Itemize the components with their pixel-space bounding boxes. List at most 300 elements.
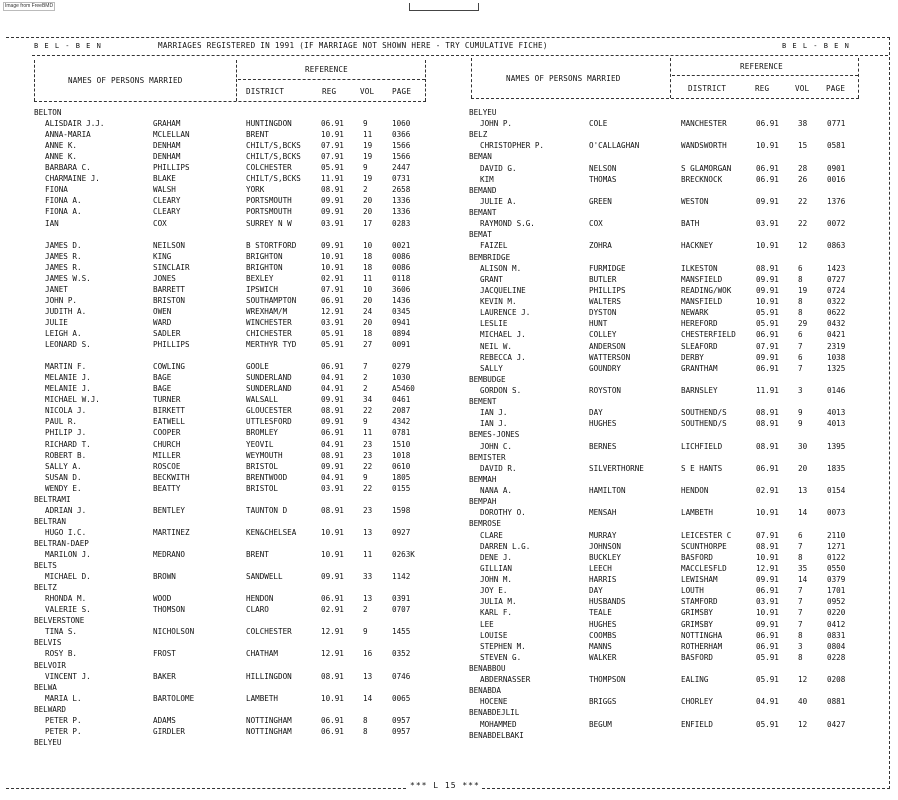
right-reg-header: REG [755, 84, 770, 93]
forename: JOY E. [480, 586, 508, 596]
forename: JULIE [45, 317, 68, 327]
left-page-header: PAGE [392, 87, 412, 96]
forename: JAMES R. [45, 251, 82, 261]
volume: 7 [798, 586, 803, 596]
volume: 12 [798, 675, 808, 685]
district: NEWARK [681, 308, 709, 318]
spouse-surname: BAGE [153, 373, 172, 383]
surname-text: BEMANT [469, 208, 497, 218]
left-vol-header: VOL [360, 87, 375, 96]
volume: 8 [798, 552, 803, 562]
reg-quarter: 06.91 [321, 594, 344, 604]
reg-quarter: 05.91 [321, 329, 344, 338]
page-number: 0154 [827, 486, 846, 496]
forename: MICHAEL W.J. [45, 395, 100, 405]
district: HILLINGDON [246, 671, 292, 681]
surname-text: BENABDELBAKI [469, 730, 524, 740]
spouse-surname: ADAMS [153, 715, 176, 725]
page-number: 1336 [392, 207, 411, 217]
right-reference-header: REFERENCE [740, 62, 783, 71]
district: GRIMSBY [681, 619, 714, 629]
forename: PETER P. [45, 715, 82, 725]
volume: 14 [798, 575, 808, 585]
forename: MARIA L. [45, 693, 82, 703]
spouse-surname: CLEARY [153, 207, 181, 217]
reg-quarter: 04.91 [321, 373, 344, 383]
district: MANCHESTER [681, 119, 727, 129]
spouse-surname: ROYSTON [589, 386, 622, 395]
forename: GORDON S. [480, 386, 522, 395]
page-number: 0952 [827, 597, 846, 607]
title-rule [32, 55, 888, 56]
volume: 7 [798, 619, 803, 629]
district: WEYMOUTH [246, 450, 283, 460]
surname-text: BEMROSE [469, 519, 502, 529]
surname-text: BELWARD [34, 704, 67, 714]
forename: JOHN M. [480, 575, 513, 585]
volume: 7 [798, 608, 803, 618]
forename: REBECCA J. [480, 352, 526, 362]
volume: 2 [363, 384, 368, 394]
reg-quarter: 03.91 [321, 218, 344, 228]
surname-text: BELYEU [469, 108, 497, 117]
surname-text: BEMBUDGE [469, 374, 506, 384]
volume: 15 [798, 141, 808, 151]
page-number: 0622 [827, 308, 846, 318]
page-number: 1030 [392, 373, 411, 383]
forename: GRANT [480, 274, 503, 284]
volume: 12 [798, 241, 808, 251]
spouse-surname: MENSAH [589, 508, 617, 518]
district: MERTHYR TYD [246, 340, 297, 350]
page-number: 2658 [392, 185, 411, 195]
reg-quarter: 10.91 [321, 130, 344, 140]
surname-text: BELWA [34, 682, 57, 692]
volume: 13 [363, 594, 373, 604]
forename: ROBERT B. [45, 450, 87, 460]
reg-quarter: 12.91 [321, 306, 344, 316]
page-number: 0894 [392, 329, 411, 338]
reg-quarter: 06.91 [756, 363, 779, 373]
volume: 20 [363, 317, 373, 327]
spouse-surname: ZOHRA [589, 241, 612, 251]
spouse-surname: GRAHAM [153, 119, 181, 129]
reg-quarter: 09.91 [756, 619, 779, 629]
volume: 27 [363, 340, 373, 350]
district: CHESTERFIELD [681, 330, 736, 340]
surname-text: BELVOIR [34, 660, 67, 670]
volume: 6 [798, 530, 803, 540]
volume: 9 [363, 417, 368, 427]
volume: 23 [363, 439, 373, 449]
forename: IAN [45, 218, 59, 228]
district: ENFIELD [681, 719, 714, 729]
forename: KARL F. [480, 608, 513, 618]
page-number: 1598 [392, 505, 411, 515]
spouse-surname: THOMPSON [589, 675, 626, 685]
spouse-surname: MANNS [589, 641, 612, 651]
forename: JANET [45, 284, 68, 294]
forename: CHRISTOPHER P. [480, 141, 545, 151]
forename: SALLY [480, 363, 503, 373]
right-header-rule [471, 98, 859, 99]
page-number: 0781 [392, 428, 411, 438]
reg-quarter: 05.91 [756, 652, 779, 662]
spouse-surname: OWEN [153, 306, 172, 316]
district: EALING [681, 675, 709, 685]
forename: ANNA-MARIA [45, 130, 91, 140]
reg-quarter: 03.91 [756, 597, 779, 607]
spouse-surname: THOMAS [589, 174, 617, 184]
page-number: 1436 [392, 295, 411, 305]
right-district-header: DISTRICT [688, 84, 727, 93]
right-ref-rule [672, 75, 858, 76]
spouse-surname: FROST [153, 649, 176, 659]
district: CHILT/S,BCKS [246, 152, 301, 162]
spouse-surname: GOUNDRY [589, 363, 622, 373]
page-number: 0146 [827, 386, 846, 395]
left-reference-header: REFERENCE [305, 65, 348, 74]
reg-quarter: 08.91 [756, 263, 779, 273]
district: NOTTINGHA [681, 630, 723, 640]
surname-text: BELTRAN-DAEP [34, 538, 89, 548]
forename: FAIZEL [480, 241, 508, 251]
district: SCUNTHORPE [681, 541, 727, 551]
spouse-surname: BAGE [153, 384, 172, 394]
page-number: 1325 [827, 363, 846, 373]
forename: LEE [480, 619, 494, 629]
page-number: 0220 [827, 608, 846, 618]
forename: JULIE A. [480, 196, 517, 206]
page-number: 0610 [392, 461, 411, 471]
page-number: 0831 [827, 630, 846, 640]
volume: 19 [363, 174, 373, 184]
spouse-surname: NEILSON [153, 240, 186, 250]
forename: RICHARD T. [45, 439, 91, 449]
page-number: 0073 [827, 508, 846, 518]
spouse-surname: BARRETT [153, 284, 186, 294]
district: WANDSWORTH [681, 141, 727, 151]
page-number: 4013 [827, 419, 846, 429]
district: BRECKNOCK [681, 174, 723, 184]
forename: MICHAEL J. [480, 330, 526, 340]
reg-quarter: 09.91 [756, 352, 779, 362]
page-number: 0352 [392, 649, 411, 659]
volume: 18 [363, 262, 373, 272]
reg-quarter: 06.91 [321, 119, 344, 129]
district: PORTSMOUTH [246, 207, 292, 217]
volume: 13 [363, 671, 373, 681]
surname-text: BENABDEJLIL [469, 708, 520, 718]
reg-quarter: 07.91 [321, 141, 344, 151]
volume: 22 [363, 483, 373, 493]
page-number: 2087 [392, 406, 411, 416]
volume: 7 [363, 362, 368, 372]
spouse-surname: BENTLEY [153, 505, 186, 515]
district: SOUTHEND/S [681, 419, 727, 429]
reg-quarter: 06.91 [756, 641, 779, 651]
forename: DOROTHY O. [480, 508, 526, 518]
volume: 11 [363, 130, 373, 140]
page-number: 2447 [392, 163, 411, 173]
surname-text: BENABDA [469, 686, 502, 696]
reg-quarter: 08.91 [321, 406, 344, 416]
reg-quarter: 05.91 [756, 319, 779, 329]
page-number: 4342 [392, 417, 411, 427]
district: YEOVIL [246, 439, 274, 449]
forename: PETER P. [45, 726, 82, 736]
forename: JOHN P. [45, 295, 78, 305]
reg-quarter: 10.91 [756, 508, 779, 518]
forename: SALLY A. [45, 461, 82, 471]
page-number: 0345 [392, 306, 411, 316]
district: WREXHAM/M [246, 306, 288, 316]
district: LOUTH [681, 586, 704, 596]
forename: HUGO I.C. [45, 527, 87, 537]
reg-quarter: 06.91 [756, 630, 779, 640]
spouse-surname: ANDERSON [589, 341, 626, 351]
volume: 20 [363, 295, 373, 305]
district: COLCHESTER [246, 163, 292, 173]
spouse-surname: BIRKETT [153, 406, 186, 416]
spouse-surname: COX [589, 219, 603, 229]
forename: MARTIN F. [45, 362, 87, 372]
reg-quarter: 07.91 [321, 152, 344, 162]
spouse-surname: WOOD [153, 594, 172, 604]
volume: 40 [798, 697, 808, 707]
reg-quarter: 05.91 [321, 163, 344, 173]
forename: NICOLA J. [45, 406, 87, 416]
reg-quarter: 08.91 [321, 505, 344, 515]
reg-quarter: 08.91 [321, 450, 344, 460]
spouse-surname: BUTLER [589, 274, 617, 284]
district: TAUNTON D [246, 505, 288, 515]
page-number: 1701 [827, 586, 846, 596]
spouse-surname: KING [153, 251, 172, 261]
district: SOUTHAMPTON [246, 295, 297, 305]
page-number: A5460 [392, 384, 415, 394]
district: MANSFIELD [681, 274, 723, 284]
page-number: 0746 [392, 671, 411, 681]
page-number: 0724 [827, 285, 846, 295]
volume: 10 [363, 240, 373, 250]
spouse-surname: GIRDLER [153, 726, 186, 736]
forename: HOCENE [480, 697, 508, 707]
forename: DAVID G. [480, 163, 517, 173]
forename: JULIA M. [480, 597, 517, 607]
forename: IAN J. [480, 419, 508, 429]
spouse-surname: PHILLIPS [153, 163, 190, 173]
page-number: 0432 [827, 319, 846, 329]
forename: LEIGH A. [45, 329, 82, 338]
district: BASFORD [681, 552, 714, 562]
volume: 11 [363, 428, 373, 438]
volume: 3 [798, 641, 803, 651]
surname-text: BEMAN [469, 152, 492, 162]
page-number: 0881 [827, 697, 846, 707]
page-number: 0731 [392, 174, 411, 184]
forename: PAUL R. [45, 417, 78, 427]
page-number: 0957 [392, 715, 411, 725]
district: HUNTINGDON [246, 119, 292, 129]
district: ROTHERHAM [681, 641, 723, 651]
reg-quarter: 08.91 [756, 408, 779, 418]
volume: 18 [363, 251, 373, 261]
forename: FIONA A. [45, 207, 82, 217]
forename: IAN J. [480, 408, 508, 418]
forename: CHARMAINE J. [45, 174, 100, 184]
forename: LESLIE [480, 319, 508, 329]
spouse-surname: COOMBS [589, 630, 617, 640]
volume: 7 [798, 597, 803, 607]
spouse-surname: DENHAM [153, 152, 181, 162]
spouse-surname: COLLEY [589, 330, 617, 340]
reg-quarter: 11.91 [321, 174, 344, 184]
right-sep-1 [670, 58, 671, 98]
district: STAMFORD [681, 597, 718, 607]
forename: TINA S. [45, 627, 78, 637]
spouse-surname: NICHOLSON [153, 627, 195, 637]
volume: 20 [363, 207, 373, 217]
reg-quarter: 04.91 [321, 384, 344, 394]
spouse-surname: COOPER [153, 428, 181, 438]
district: LEWISHAM [681, 575, 718, 585]
forename: VINCENT J. [45, 671, 91, 681]
district: S GLAMORGAN [681, 163, 732, 173]
reg-quarter: 09.91 [321, 461, 344, 471]
reg-quarter: 06.91 [756, 330, 779, 340]
spouse-surname: HUGHES [589, 619, 617, 629]
left-sep-2 [425, 60, 426, 101]
volume: 8 [798, 308, 803, 318]
district: SUNDERLAND [246, 373, 292, 383]
reg-quarter: 06.91 [756, 174, 779, 184]
spouse-surname: MURRAY [589, 530, 617, 540]
volume: 7 [798, 341, 803, 351]
volume: 28 [798, 163, 808, 173]
page-number: 0421 [827, 330, 846, 340]
frame-top [6, 37, 890, 38]
page-number: 0707 [392, 605, 411, 615]
page-number: 0086 [392, 251, 411, 261]
reg-quarter: 10.91 [756, 141, 779, 151]
right-sep-3 [471, 58, 472, 98]
spouse-surname: SADLER [153, 329, 181, 338]
reg-quarter: 12.91 [756, 563, 779, 573]
spouse-surname: COX [153, 218, 167, 228]
district: BROMLEY [246, 428, 279, 438]
volume: 7 [798, 541, 803, 551]
forename: DENE J. [480, 552, 513, 562]
forename: STEVEN G. [480, 652, 522, 662]
surname-text: BEMAND [469, 185, 497, 195]
forename: NEIL W. [480, 341, 513, 351]
volume: 33 [363, 572, 373, 582]
volume: 29 [798, 319, 808, 329]
volume: 20 [798, 463, 808, 473]
forename: WENDY E. [45, 483, 82, 493]
district: B STORTFORD [246, 240, 297, 250]
spouse-surname: FURMIDGE [589, 263, 626, 273]
volume: 14 [798, 508, 808, 518]
page-number: 0021 [392, 240, 411, 250]
page-number: 1566 [392, 141, 411, 151]
spouse-surname: SILVERTHORNE [589, 463, 644, 473]
spouse-surname: BECKWITH [153, 472, 190, 482]
right-sep-2 [858, 58, 859, 98]
page-number: 3606 [392, 284, 411, 294]
forename: MELANIE J. [45, 373, 91, 383]
district: CHILT/S,BCKS [246, 141, 301, 151]
reg-quarter: 02.91 [756, 486, 779, 496]
page-number: 0427 [827, 719, 846, 729]
volume: 9 [363, 472, 368, 482]
reg-quarter: 10.91 [321, 251, 344, 261]
reg-quarter: 08.91 [756, 419, 779, 429]
page-number: 0581 [827, 141, 846, 151]
reg-quarter: 05.91 [756, 675, 779, 685]
page-number: 0550 [827, 563, 846, 573]
district: BRENT [246, 130, 269, 140]
volume: 6 [798, 263, 803, 273]
volume: 10 [363, 284, 373, 294]
reg-quarter: 07.91 [756, 530, 779, 540]
frame-bottom [6, 788, 406, 789]
reg-quarter: 10.91 [756, 552, 779, 562]
surname-text: BEMBRIDGE [469, 252, 511, 262]
forename: MELANIE J. [45, 384, 91, 394]
volume: 8 [798, 274, 803, 284]
district: BRENTWOOD [246, 472, 288, 482]
volume: 7 [798, 363, 803, 373]
reg-quarter: 10.91 [321, 693, 344, 703]
surname-text: BEMPAH [469, 497, 497, 507]
reg-quarter: 09.91 [321, 207, 344, 217]
forename: BARBARA C. [45, 163, 91, 173]
forename: FIONA A. [45, 196, 82, 206]
district: CHILT/S,BCKS [246, 174, 301, 184]
district: LAMBETH [246, 693, 279, 703]
surname-text: BELZ [469, 130, 488, 140]
volume: 16 [363, 649, 373, 659]
district: S E HANTS [681, 463, 723, 473]
fiche-footer: *** L 15 *** [410, 781, 480, 790]
spouse-surname: PHILLIPS [589, 285, 626, 295]
reg-quarter: 06.91 [756, 586, 779, 596]
spouse-surname: COWLING [153, 362, 186, 372]
district: SLEAFORD [681, 341, 718, 351]
page-number: 1835 [827, 463, 846, 473]
reg-quarter: 12.91 [321, 627, 344, 637]
reg-quarter: 06.91 [756, 119, 779, 129]
page-number: 0228 [827, 652, 846, 662]
volume: 2 [363, 373, 368, 383]
spouse-surname: MCLELLAN [153, 130, 190, 140]
page-number: 1271 [827, 541, 846, 551]
volume: 20 [363, 196, 373, 206]
district: WESTON [681, 196, 709, 206]
spouse-surname: BRISTON [153, 295, 186, 305]
reg-quarter: 02.91 [321, 605, 344, 615]
range-right: B E L - B E N [782, 42, 850, 50]
volume: 9 [363, 163, 368, 173]
spouse-surname: HAMILTON [589, 486, 626, 496]
volume: 9 [798, 419, 803, 429]
page-number: 1060 [392, 119, 411, 129]
surname-text: BEMES-JONES [469, 430, 520, 440]
left-ref-rule [238, 79, 425, 80]
forename: MARILON J. [45, 550, 91, 559]
